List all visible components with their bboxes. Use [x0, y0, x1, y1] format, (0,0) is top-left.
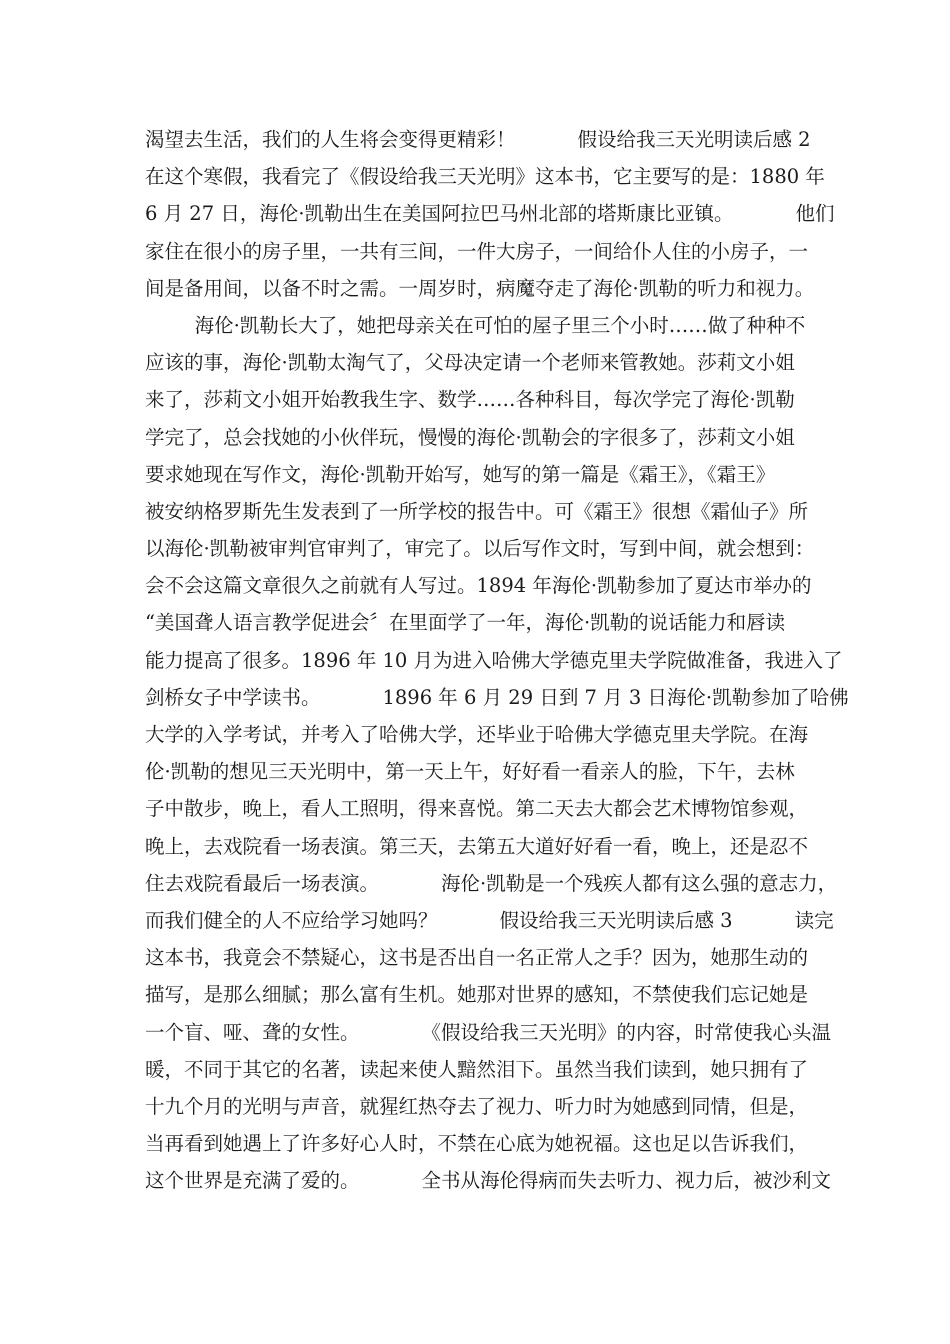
text-line: 被安纳格罗斯先生发表到了一所学校的报告中。可《霜王》很想《霜仙子》所	[145, 499, 809, 523]
text-line: 十九个月的光明与声音，就猩红热夺去了视力、听力时为她感到同情，但是，	[145, 1094, 809, 1118]
text-line: 学完了，总会找她的小伙伴玩，慢慢的海伦·凯勒会的字很多了，莎莉文小姐	[145, 425, 795, 449]
text-line: 家住在很小的房子里，一共有三间，一件大房子，一间给仆人住的小房子，一	[145, 239, 809, 263]
text-line: “美国聋人语言教学促进会〞在里面学了一年，海伦·凯勒的说话能力和唇读	[145, 611, 786, 635]
text-line: 晚上，去戏院看一场表演。第三天，去第五大道好好看一看，晚上，还是忍不	[145, 834, 809, 858]
text-line: 伦·凯勒的想见三天光明中，第一天上午，好好看一看亲人的脸，下午，去林	[145, 760, 795, 784]
text-line: 这本书，我竟会不禁疑心，这书是否出自一名正常人之手？因为，她那生动的	[145, 946, 809, 970]
text-line: 当再看到她遇上了许多好心人时，不禁在心底为她祝福。这也足以告诉我们，	[145, 1132, 809, 1156]
text-line: 大学的入学考试，并考入了哈佛大学，还毕业于哈佛大学德克里夫学院。在海	[145, 723, 809, 746]
text-line: 来了，莎莉文小姐开始教我生字、数学……各种科目，每次学完了海伦·凯勒	[145, 388, 795, 412]
text-line: 在这个寒假，我看完了《假设给我三天光明》这本书，它主要写的是：1880 年	[145, 165, 825, 189]
text-line: 渴望去生活，我们的人生将会变得更精彩！ 假设给我三天光明读后感 2	[145, 128, 811, 151]
text-line: 这个世界是充满了爱的。 全书从海伦得病而失去听力、视力后，被沙利文	[145, 1169, 831, 1193]
text-line: 应该的事，海伦·凯勒太淘气了，父母决定请一个老师来管教她。莎莉文小姐	[145, 351, 795, 375]
body-text	[145, 121, 849, 1199]
text-line: 6 月 27 日，海伦·凯勒出生在美国阿拉巴马州北部的塔斯康比亚镇。 他们	[145, 202, 835, 226]
text-line: 海伦·凯勒长大了，她把母亲关在可怕的屋子里三个小时……做了种种不	[145, 313, 806, 337]
text-line: 以海伦·凯勒被审判官审判了，审完了。以后写作文时，写到中间，就会想到：	[145, 537, 815, 561]
text-line: 会不会这篇文章很久之前就有人写过。1894 年海伦·凯勒参加了夏达市举办的	[145, 574, 812, 598]
text-line: 子中散步，晚上，看人工照明，得来喜悦。第二天去大都会艺术博物馆参观，	[145, 797, 809, 821]
text-line: 一个盲、哑、聋的女性。 《假设给我三天光明》的内容，时常使我心头温	[145, 1020, 831, 1044]
text-line: 剑桥女子中学读书。 1896 年 6 月 29 日到 7 月 3 日海伦·凯勒参加了哈佛	[145, 685, 849, 709]
text-line: 暖，不同于其它的名著，读起来使人黯然泪下。虽然当我们读到，她只拥有了	[145, 1057, 809, 1081]
text-line: 而我们健全的人不应给学习她吗？ 假设给我三天光明读后感 3 读完	[145, 908, 834, 932]
text-line: 住去戏院看最后一场表演。 海伦·凯勒是一个残疾人都有这么强的意志力，	[145, 871, 838, 895]
text-line: 能力提高了很多。1896 年 10 月为进入哈佛大学德克里夫学院做准备，我进入了	[145, 648, 843, 672]
text-line: 间是备用间，以备不时之需。一周岁时，病魔夺走了海伦·凯勒的听力和视力。	[145, 276, 815, 300]
text-line: 要求她现在写作文，海伦·凯勒开始写，她写的第一篇是《霜王》，《霜王》	[145, 462, 776, 486]
text-line: 描写，是那么细腻；那么富有生机。她那对世界的感知，不禁使我们忘记她是	[145, 983, 809, 1007]
